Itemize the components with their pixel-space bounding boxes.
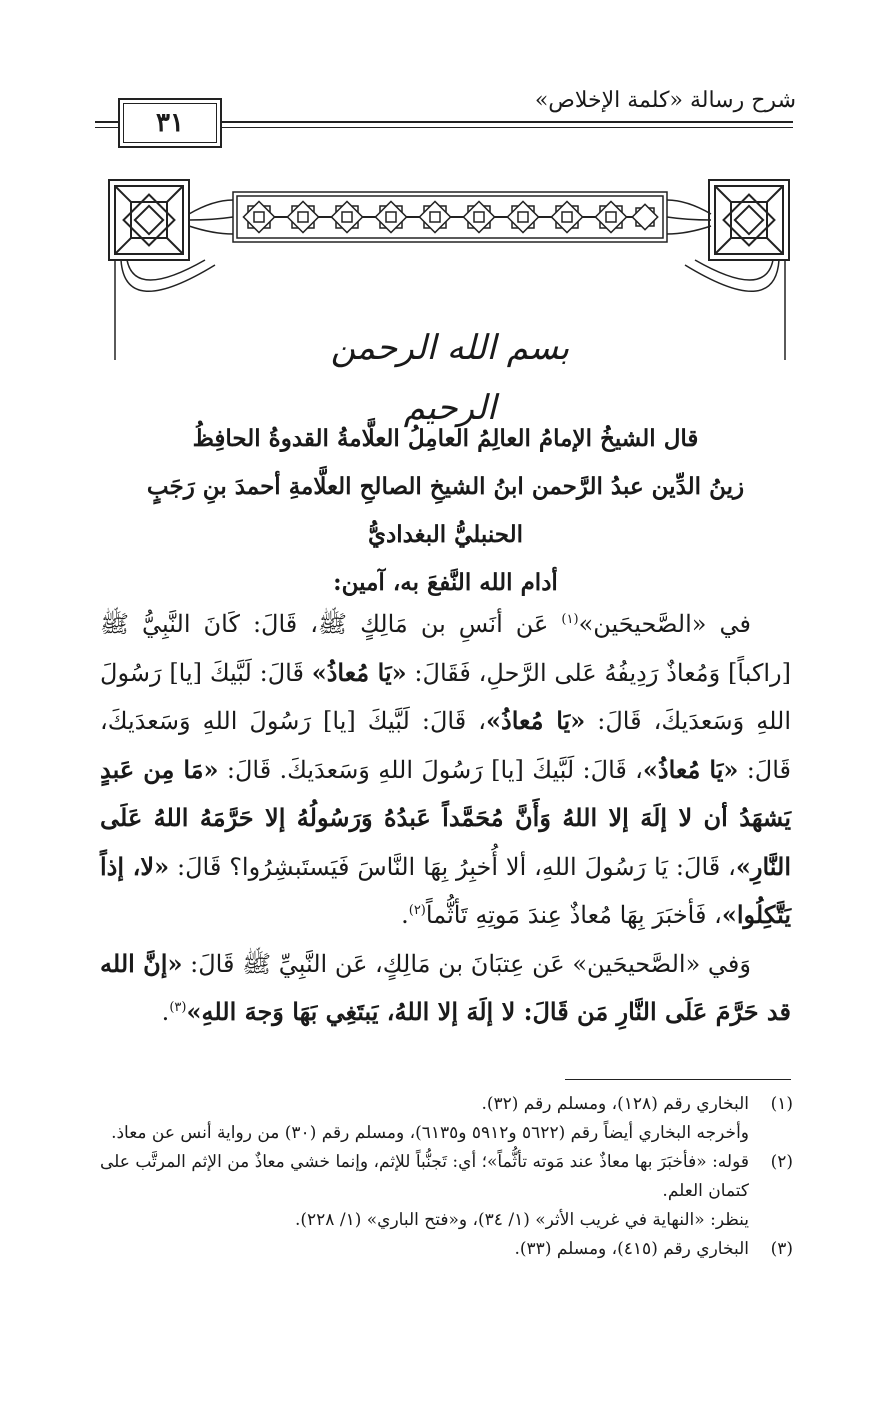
page-number-box — [118, 98, 222, 148]
footnote-number: (٣) — [770, 1239, 793, 1259]
left-medallion-icon — [109, 180, 189, 260]
footnotes — [100, 1090, 793, 1264]
text-span: قَالَ: لَبَّيكَ [يا] رَسُولَ اللهِ وَسَعدَيكَ، قَالَ: — [100, 658, 792, 735]
text-span: عَن أنَسِ بن مَالِكٍ ﷺ، قَالَ: كَانَ النَّبِيُّ ﷺ [راكباً] وَمُعاذٌ رَدِيفُهُ عَلى الرَّحلِ، فَقَالَ: — [100, 610, 791, 687]
main-text — [100, 600, 791, 1037]
heading-line-4: أدام الله النَّفعَ به، آمين: — [333, 569, 558, 596]
text-span: . — [401, 901, 409, 929]
footnote-line: البخاري رقم (٤١٥)، ومسلم (٣٣). — [514, 1239, 749, 1259]
heading-line-3: الحنبليُّ البغداديُّ — [367, 521, 524, 548]
footnote — [100, 1148, 793, 1235]
hadith-quote: «مَا مِن عَبدٍ يَشهَدُ أن لا إلَهَ إلا اللهُ وَأَنَّ مُحَمَّداً عَبدُهُ وَرَسُولُهُ إلا حَرَّمَهُ اللهُ عَلَى النَّارِ» — [100, 754, 792, 881]
footnote — [100, 1090, 793, 1148]
running-title: شرح رسالة «كلمة الإخلاص» — [534, 88, 796, 113]
paragraph-2 — [100, 940, 791, 1037]
text-span: . — [161, 998, 170, 1026]
footnote-ref: (٣) — [169, 1000, 187, 1015]
text-span: في «الصَّحيحَين» — [578, 610, 751, 638]
hadith-quote: «يَا مُعاذُ» — [486, 706, 586, 735]
right-medallion-icon — [709, 180, 789, 260]
footnote-body — [100, 1235, 749, 1264]
footnote-body — [100, 1090, 749, 1148]
text-span: ، قَالَ: يَا رَسُولَ اللهِ، ألا أُخبِرُ بِهَا النَّاسَ فَيَستَبشِرُوا؟ قَالَ: — [169, 852, 736, 881]
footnote-line: وأخرجه البخاري أيضاً رقم (٥٦٢٢ و٥٩١٢ و٦١٣٥)، ومسلم رقم (٣٠) من رواية أنس عن معاذ. — [111, 1123, 749, 1143]
hadith-quote: «لا، إذاً يَتَّكِلُوا» — [100, 851, 791, 929]
footnote-line: ينظر: «النهاية في غريب الأثر» (١/ ٣٤)، و«فتح الباري» (١/ ٢٢٨). — [295, 1210, 749, 1230]
text-span: ، قَالَ: لَبَّيكَ [يا] رَسُولَ اللهِ وَسَعدَيكَ. قَالَ: — [218, 755, 643, 784]
heading-line-2: زينُ الدِّين عبدُ الرَّحمن ابنُ الشيخِ الصالحِ العلَّامةِ أحمدَ بنِ رَجَبٍ — [146, 473, 745, 500]
hadith-quote: «إنَّ الله قد حَرَّمَ عَلَى النَّارِ مَن قَالَ: لا إلَهَ إلا اللهُ، يَبتَغِي بَهَا وَجهَ اللهِ» — [100, 948, 791, 1026]
footnote-line: قوله: «فأخبَرَ بها معاذٌ عند مَوته تأثُّماً»؛ أي: تَجنُّباً للإثم، وإنما خشي معاذٌ من الإثم المرتَّب على كتمان العلم. — [100, 1152, 749, 1201]
hadith-quote: «يَا مُعاذُ» — [311, 657, 407, 687]
footnote-line: البخاري رقم (١٢٨)، ومسلم رقم (٣٢). — [481, 1094, 749, 1114]
text-span: ، قَالَ: لَبَّيكَ [يا] رَسُولَ اللهِ وَسَعدَيكَ، قَالَ: — [100, 707, 792, 784]
heading-line-1: قال الشيخُ الإمامُ العالِمُ العامِلُ العلَّامةُ القدوةُ الحافِظُ — [192, 425, 699, 452]
footnote-body — [100, 1148, 749, 1235]
band-rosettes — [243, 201, 657, 232]
author-heading — [110, 415, 781, 607]
page-number: ٣١ — [156, 108, 184, 138]
text-span: ، فَأخبَرَ بِهَا مُعاذٌ عِندَ مَوتِهِ تَأثُّماً — [425, 901, 722, 929]
footnote-number: (١) — [770, 1094, 793, 1114]
footnote-ref: (١) — [561, 612, 579, 627]
footnote — [100, 1235, 793, 1264]
footnote-rule — [565, 1079, 791, 1080]
paragraph-1 — [100, 600, 791, 940]
basmala: بسم الله الرحمن الرحيم — [330, 328, 570, 428]
footnote-number: (٢) — [770, 1152, 793, 1172]
text-span: وَفي «الصَّحيحَين» عَن عِتبَانَ بن مَالِكٍ، عَن النَّبِيِّ ﷺ قَالَ: — [182, 949, 751, 978]
footnote-ref: (٢) — [408, 903, 426, 918]
hadith-quote: «يَا مُعاذُ» — [642, 754, 739, 784]
